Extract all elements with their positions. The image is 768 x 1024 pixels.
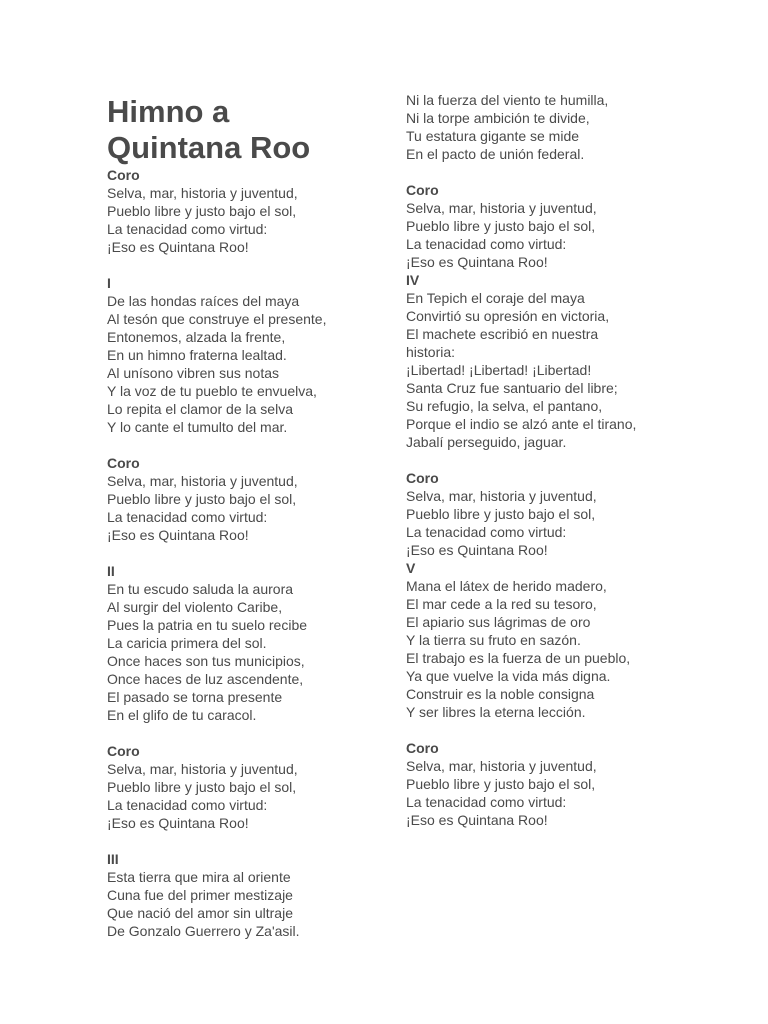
verse-line: Ya que vuelve la vida más digna.: [406, 668, 611, 684]
document-title: [107, 94, 407, 166]
verse-line: El pasado se torna presente: [107, 689, 283, 705]
verse-line: Selva, mar, historia y juventud,: [406, 758, 597, 774]
stanza: [107, 562, 407, 742]
stanza-spacer: [406, 451, 706, 469]
verse-line: La tenacidad como virtud:: [406, 524, 567, 540]
verse-line: Pueblo libre y justo bajo el sol,: [406, 218, 596, 234]
stanza-heading: I: [107, 275, 111, 291]
verse-line: Santa Cruz fue santuario del libre;: [406, 380, 618, 396]
stanza-spacer: [406, 721, 706, 739]
stanza-spacer: [107, 436, 407, 454]
verse-line: ¡Eso es Quintana Roo!: [406, 542, 548, 558]
stanza-heading: Coro: [107, 743, 140, 759]
verse-line: Jabalí perseguido, jaguar.: [406, 434, 567, 450]
stanza-heading: Coro: [406, 740, 439, 756]
verse-line: Pues la patria en tu suelo recibe: [107, 617, 308, 633]
verse-line: Selva, mar, historia y juventud,: [107, 761, 298, 777]
verse-line: Ni la torpe ambición te divide,: [406, 110, 590, 126]
stanza-heading: III: [107, 851, 119, 867]
verse-line: Selva, mar, historia y juventud,: [406, 200, 597, 216]
verse-line: Esta tierra que mira al oriente: [107, 869, 291, 885]
stanza: [406, 91, 706, 181]
stanza-spacer: [107, 544, 407, 562]
verse-line: Y ser libres la eterna lección.: [406, 704, 586, 720]
verse-line: ¡Eso es Quintana Roo!: [406, 812, 548, 828]
verse-line: Al tesón que construye el presente,: [107, 311, 327, 327]
verse-line: La tenacidad como virtud:: [107, 509, 268, 525]
stanza: [107, 274, 407, 454]
verse-line: Once haces de luz ascendente,: [107, 671, 304, 687]
verse-line: El trabajo es la fuerza de un pueblo,: [406, 650, 631, 666]
verse-line: historia:: [406, 344, 456, 360]
verse-line: En tu escudo saluda la aurora: [107, 581, 294, 597]
verse-line: Cuna fue del primer mestizaje: [107, 887, 293, 903]
verse-line: Ni la fuerza del viento te humilla,: [406, 92, 609, 108]
verse-line: ¡Eso es Quintana Roo!: [406, 254, 548, 270]
verse-line: Pueblo libre y justo bajo el sol,: [107, 203, 297, 219]
verse-line: En el glifo de tu caracol.: [107, 707, 257, 723]
verse-line: Once haces son tus municipios,: [107, 653, 305, 669]
verse-line: Construir es la noble consigna: [406, 686, 595, 702]
verse-line: Pueblo libre y justo bajo el sol,: [406, 506, 596, 522]
verse-line: ¡Eso es Quintana Roo!: [107, 527, 249, 543]
stanza: [406, 739, 706, 829]
stanza: [406, 469, 706, 559]
verse-line: Lo repita el clamor de la selva: [107, 401, 293, 417]
verse-line: El mar cede a la red su tesoro,: [406, 596, 597, 612]
verse-line: Su refugio, la selva, el pantano,: [406, 398, 603, 414]
stanza-heading: IV: [406, 272, 420, 288]
verse-line: Pueblo libre y justo bajo el sol,: [107, 779, 297, 795]
stanza: [406, 181, 706, 271]
verse-line: La tenacidad como virtud:: [107, 221, 268, 237]
verse-line: Pueblo libre y justo bajo el sol,: [406, 776, 596, 792]
verse-line: Y lo cante el tumulto del mar.: [107, 419, 288, 435]
verse-line: El apiario sus lágrimas de oro: [406, 614, 591, 630]
verse-line: Tu estatura gigante se mide: [406, 128, 580, 144]
verse-line: ¡Libertad! ¡Libertad! ¡Libertad!: [406, 362, 592, 378]
stanza-spacer: [107, 832, 407, 850]
stanza-heading: Coro: [107, 455, 140, 471]
left-stanzas: [107, 166, 407, 940]
verse-line: La caricia primera del sol.: [107, 635, 267, 651]
stanza-heading: Coro: [406, 182, 439, 198]
stanza-spacer: [406, 163, 706, 181]
stanza-heading: Coro: [107, 167, 140, 183]
verse-line: Y la tierra su fruto en sazón.: [406, 632, 581, 648]
verse-line: Al unísono vibren sus notas: [107, 365, 279, 381]
verse-line: En Tepich el coraje del maya: [406, 290, 585, 306]
title-line-1: Himno a: [107, 94, 230, 129]
verse-line: La tenacidad como virtud:: [107, 797, 268, 813]
verse-line: Selva, mar, historia y juventud,: [406, 488, 597, 504]
stanza-heading: II: [107, 563, 115, 579]
verse-line: Selva, mar, historia y juventud,: [107, 473, 298, 489]
verse-line: Entonemos, alzada la frente,: [107, 329, 286, 345]
verse-line: La tenacidad como virtud:: [406, 794, 567, 810]
verse-line: En el pacto de unión federal.: [406, 146, 585, 162]
verse-line: Al surgir del violento Caribe,: [107, 599, 283, 615]
verse-line: ¡Eso es Quintana Roo!: [107, 815, 249, 831]
stanza-spacer: [107, 256, 407, 274]
verse-line: Selva, mar, historia y juventud,: [107, 185, 298, 201]
stanza: [406, 559, 706, 739]
verse-line: ¡Eso es Quintana Roo!: [107, 239, 249, 255]
verse-line: La tenacidad como virtud:: [406, 236, 567, 252]
title-line-2: Quintana Roo: [107, 130, 311, 165]
verse-line: Que nació del amor sin ultraje: [107, 905, 293, 921]
verse-line: Y la voz de tu pueblo te envuelva,: [107, 383, 317, 399]
verse-line: Convirtió su opresión en victoria,: [406, 308, 610, 324]
verse-line: De Gonzalo Guerrero y Za'asil.: [107, 923, 300, 939]
stanza: [107, 166, 407, 274]
right-stanzas: [406, 91, 706, 829]
stanza-spacer: [107, 724, 407, 742]
verse-line: Mana el látex de herido madero,: [406, 578, 607, 594]
left-column: [107, 94, 407, 940]
verse-line: De las hondas raíces del maya: [107, 293, 300, 309]
stanza: [107, 742, 407, 850]
verse-line: Pueblo libre y justo bajo el sol,: [107, 491, 297, 507]
verse-line: Porque el indio se alzó ante el tirano,: [406, 416, 637, 432]
verse-line: El machete escribió en nuestra: [406, 326, 599, 342]
stanza: [406, 271, 706, 469]
right-column: [406, 91, 706, 829]
verse-line: En un himno fraterna lealtad.: [107, 347, 287, 363]
stanza: [107, 454, 407, 562]
stanza-heading: V: [406, 560, 416, 576]
stanza: [107, 850, 407, 940]
stanza-heading: Coro: [406, 470, 439, 486]
